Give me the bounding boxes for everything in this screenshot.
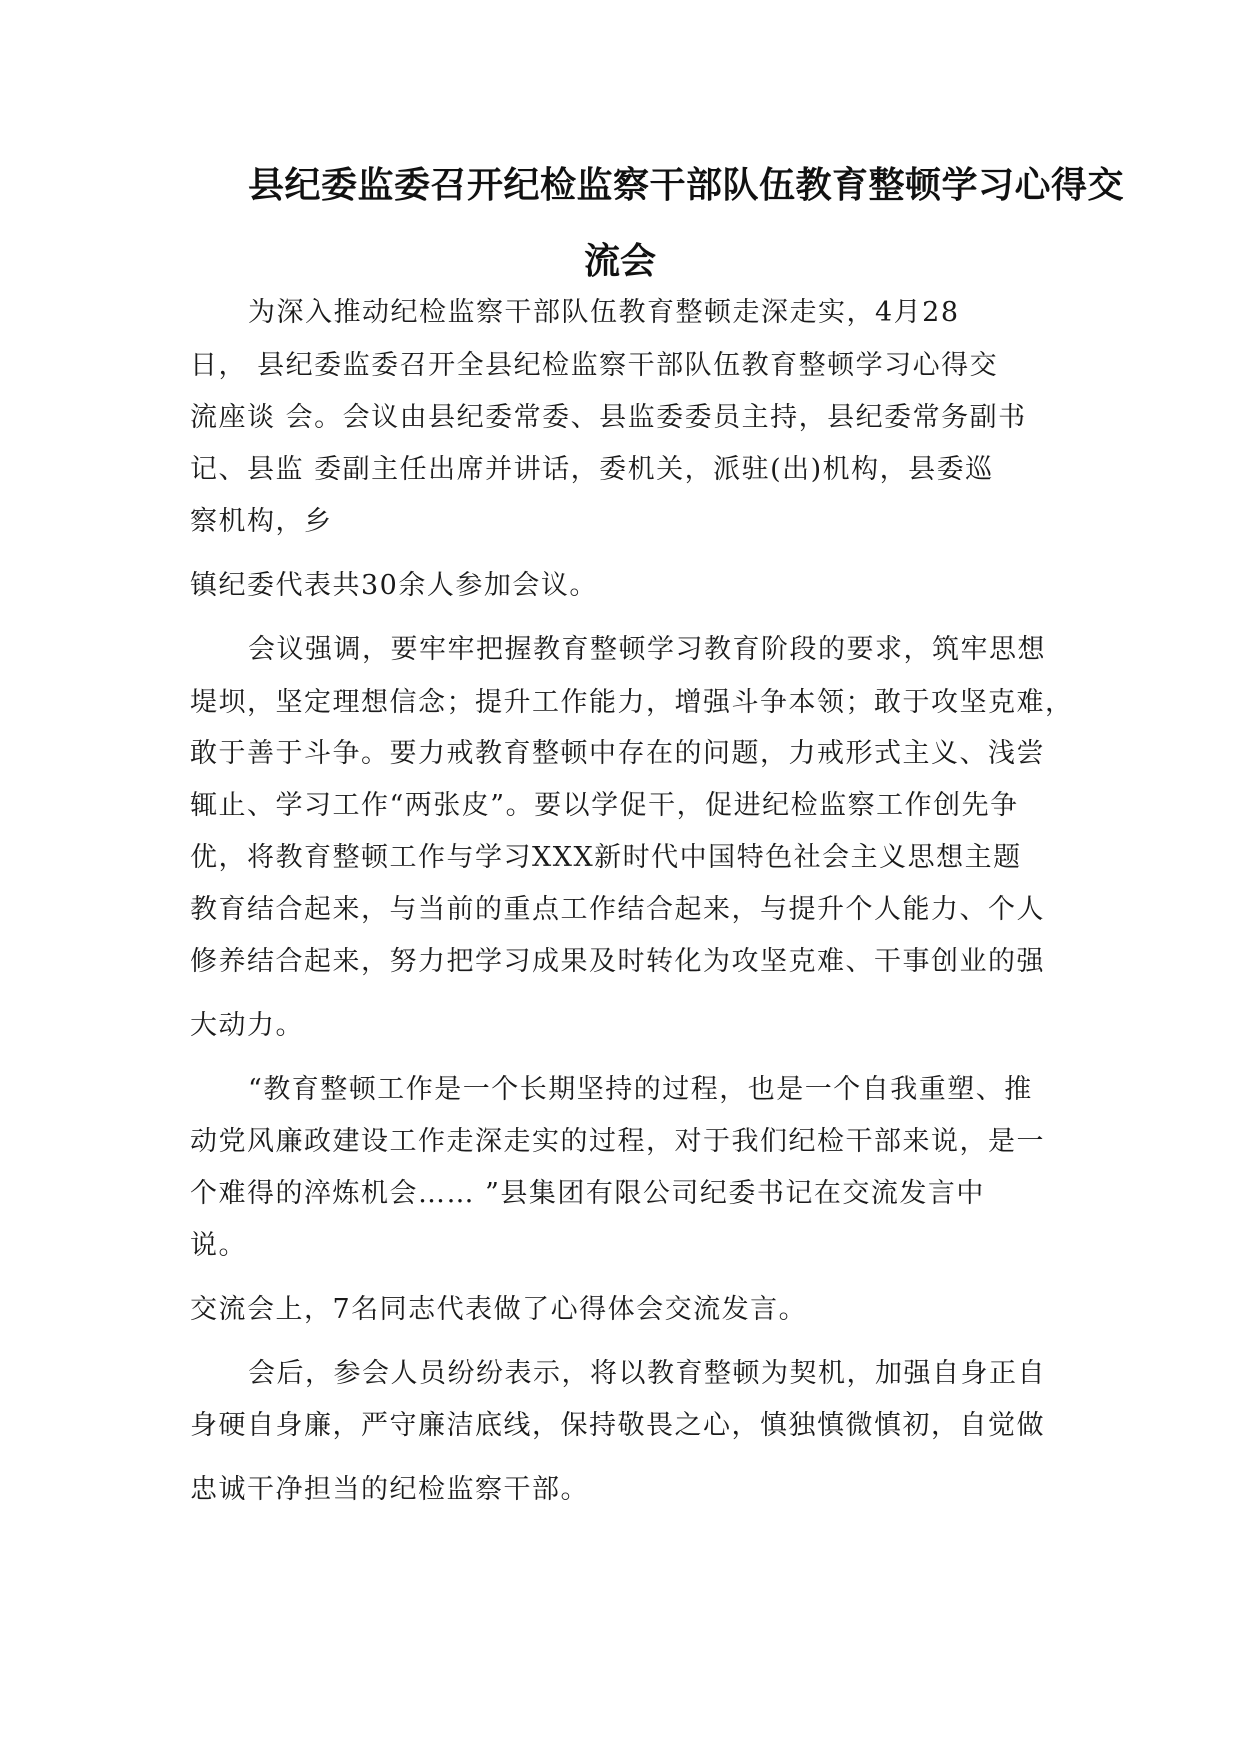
paragraph-line: “教育整顿工作是一个长期坚持的过程，也是一个自我重塑、推 (248, 1074, 1033, 1105)
paragraph-line: 敢于善于斗争。要力戒教育整顿中存在的问题，力戒形式主义、浅尝 (190, 738, 1045, 769)
paragraph-line: 镇纪委代表共30余人参加会议。 (190, 570, 598, 601)
paragraph-line: 动党风廉政建设工作走深走实的过程，对于我们纪检干部来说，是一 (190, 1126, 1045, 1157)
paragraph-line: 教育结合起来，与当前的重点工作结合起来，与提升个人能力、个人 (190, 894, 1045, 925)
paragraph-line: 说。 (190, 1230, 247, 1261)
paragraph-line: 优，将教育整顿工作与学习XXX新时代中国特色社会主义思想主题 (190, 842, 1022, 873)
paragraph-line: 修养结合起来，努力把学习成果及时转化为攻坚克难、干事创业的强 (190, 946, 1045, 977)
paragraph-line: 交流会上，7名同志代表做了心得体会交流发言。 (190, 1294, 808, 1325)
document-title-line-2: 流会 (584, 241, 657, 282)
paragraph-line: 为深入推动纪检监察干部队伍教育整顿走深走实，4月28 (248, 297, 960, 328)
paragraph-line: 日， 县纪委监委召开全县纪检监察干部队伍教育整顿学习心得交 (190, 350, 999, 381)
paragraph-line: 身硬自身廉，严守廉洁底线，保持敬畏之心，慎独慎微慎初，自觉做 (190, 1410, 1045, 1441)
paragraph-line: 辄止、学习工作“两张皮”。要以学促干，促进纪检监察工作创先争 (190, 790, 1019, 821)
paragraph-line: 会议强调，要牢牢把握教育整顿学习教育阶段的要求，筑牢思想 (248, 634, 1046, 665)
paragraph-line: 忠诚干净担当的纪检监察干部。 (190, 1474, 589, 1505)
paragraph-line: 个难得的淬炼机会…… ”县集团有限公司纪委书记在交流发言中 (190, 1178, 985, 1209)
paragraph-line: 会后，参会人员纷纷表示，将以教育整顿为契机，加强自身正自 (248, 1358, 1046, 1389)
document-title-line-1: 县纪委监委召开纪检监察干部队伍教育整顿学习心得交 (248, 165, 1125, 206)
paragraph-line: 大动力。 (190, 1010, 304, 1041)
paragraph-line: 记、县监 委副主任出席并讲话，委机关，派驻(出)机构，县委巡 (190, 454, 994, 485)
paragraph-line: 堤坝，坚定理想信念；提升工作能力，增强斗争本领；敢于攻坚克难， (190, 687, 1074, 718)
paragraph-line: 察机构，乡 (190, 506, 333, 537)
paragraph-line: 流座谈 会。会议由县纪委常委、县监委委员主持，县纪委常务副书 (190, 402, 1027, 433)
